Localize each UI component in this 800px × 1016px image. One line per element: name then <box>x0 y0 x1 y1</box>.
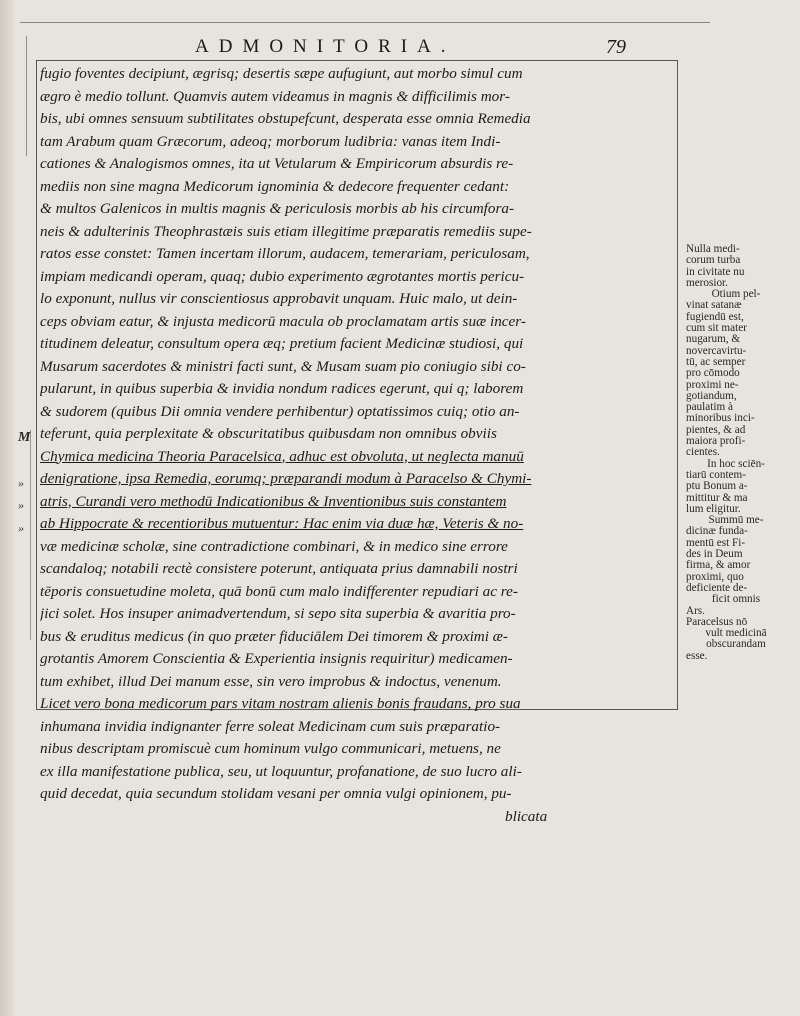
side-note-line: mittitur & ma <box>686 492 748 504</box>
side-note-line: Summū me- <box>708 515 764 527</box>
text-line: fugio foventes decipiunt, ægrisq; desertis sæpe aufugiunt, aut morbo simul cum <box>40 65 523 82</box>
margin-mark: » <box>18 498 24 512</box>
side-note-line: tū, ac semper <box>686 356 746 368</box>
text-line: Licet vero bona medicorum pars vitam nostram alienis bonis fraudans, pro sua <box>40 695 521 712</box>
side-note-line: lum eligitur. <box>686 503 741 515</box>
side-note-line: ficit omnis <box>711 594 761 606</box>
text-line: nibus descriptam promiscuè cum hominum vulgo communicari, metuens, ne <box>40 740 501 757</box>
binding-gutter <box>0 0 14 1016</box>
text-line: neis & adulterinis Theophrastæis suis etiam illegitime præparatis remediis supe- <box>40 222 532 240</box>
side-note-line: pro cōmodo <box>686 368 740 380</box>
side-note-line: Paracelsus nō <box>686 616 748 628</box>
text-line: grotantis Amorem Conscientia & Experientia insignis requiritur) medicamen- <box>40 650 513 667</box>
text-line: tam Arabum quam Græcorum, adeoq; morborum ludibria: vanas item Indi- <box>40 132 501 150</box>
text-line: teferunt, quia perplexitate & obscuritatibus quibusdam non omnibus obviis <box>40 425 497 442</box>
text-line: tum exhibet, illud Dei manum esse, sin vero improbus & indoctus, venenum. <box>40 672 502 690</box>
catchword: blicata <box>505 807 548 825</box>
text-line: ceps obviam eatur, & injusta medicorū macula ob proclamatam artis suæ incer- <box>40 312 526 330</box>
main-text-block <box>40 63 680 828</box>
side-note-line: deficiente de- <box>686 582 748 594</box>
text-line: impiam medicandi operam, quaq; dubio experimento ægrotantes mortis pericu- <box>40 267 525 285</box>
text-line: ratos esse constet: Tamen incertam illorum, audacem, temerariam, periculosam, <box>40 245 530 262</box>
side-note-line: cientes. <box>686 447 720 459</box>
side-note-line: Otium pel- <box>711 289 761 301</box>
side-note-line: cum sit mater <box>686 323 747 335</box>
side-note-line: proximi, quo <box>686 571 744 583</box>
marginal-notes <box>686 244 786 662</box>
text-line: inhumana invidia indignanter ferre soleat Medicinam cum suis præparatio- <box>40 717 501 735</box>
text-line: scandaloq; notabili rectè consistere poterunt, antiquata prius damnabili nostri <box>40 560 518 577</box>
side-note-line: fugiendū est, <box>686 311 744 323</box>
side-note-line: esse. <box>686 650 708 662</box>
side-note-line: merosior. <box>686 277 728 289</box>
side-note-line: dicinæ funda- <box>686 526 748 538</box>
side-note-line: in civitate nu <box>686 266 745 278</box>
side-note-line: paulatim à <box>686 402 733 414</box>
running-head: ADMONITORIA. <box>195 36 456 57</box>
text-line: tēporis consuetudine moleta, quā bonū cum malo indifferenter repudiari ac re- <box>40 582 518 600</box>
text-line: titudinem deleatur, consultum opera æq; pretium facient Medicinæ studiosi, qui <box>40 335 524 352</box>
margin-mark: M <box>18 430 31 445</box>
text-line: ægro è medio tollunt. Quamvis autem videamus in magnis & difficilimis mor- <box>40 87 510 105</box>
side-note-line: gotiandum, <box>686 390 737 402</box>
top-rule <box>20 22 710 23</box>
margin-mark: » <box>18 521 24 535</box>
side-note-line: minoribus inci- <box>686 413 755 425</box>
text-line-underlined: atris, Curandi vero methodū Indicationibus & Inventionibus suis constantem <box>40 492 507 510</box>
side-note-line: des in Deum <box>686 549 743 561</box>
text-line: quid decedat, quia secundum stolidam vesani per omnia vulgi opinionem, pu- <box>40 785 512 802</box>
page-number: 79 <box>606 36 626 58</box>
text-line: bus & eruditus medicus (in quo præter fiduciālem Dei timorem & proximi æ- <box>40 627 508 645</box>
side-note-line: In hoc sciēn- <box>707 458 765 470</box>
side-note-line: obscurandam <box>706 639 766 651</box>
text-line: pularunt, in quibus superbia & invidia nondum radices egerunt, qui q; laborem <box>40 380 524 397</box>
text-line-underlined: ab Hippocrate & recentioribus mutuentur: Hac enim via duæ hæ, Veteris & no- <box>40 515 524 532</box>
text-line: jici solet. Hos insuper animadvertendum, si sepo sita superbia & avaritia pro- <box>40 605 516 622</box>
text-line: cationes & Analogismos omnes, ita ut Vetularum & Empiricorum absurdis re- <box>40 155 514 172</box>
text-line: Musarum sacerdotes & ministri facti sunt, & Musam suam pio coniugio sibi co- <box>40 357 526 375</box>
text-line: mediis non sine magna Medicorum ignominia & dedecore frequenter cedant: <box>40 177 510 195</box>
ink-stroke <box>26 36 27 156</box>
side-note-line: maiora profi- <box>686 436 746 448</box>
margin-mark: » <box>18 476 24 490</box>
side-note-line: firma, & amor <box>686 560 751 572</box>
text-line-underlined: denigratione, ipsa Remedia, eorumq; præparandi modum à Paracelso & Chymi- <box>40 470 532 487</box>
text-line: & multos Galenicos in multis magnis & periculosis morbis ab his circumfora- <box>40 200 515 217</box>
side-note-line: proximi ne- <box>686 379 739 391</box>
side-note-line: pientes, & ad <box>686 424 746 436</box>
side-note-line: nugarum, & <box>686 334 741 346</box>
side-note-line: tiarū contem- <box>686 469 746 481</box>
side-note-line: vult medicinā <box>705 628 767 640</box>
text-line-underlined: Chymica medicina Theoria Paracelsica, adhuc est obvoluta, ut neglecta manuū <box>40 447 524 465</box>
text-line: ex illa manifestatione publica, seu, ut loquuntur, profanatione, de suo lucro ali- <box>40 762 522 780</box>
text-line: lo exponunt, nullus vir conscientiosus approbavit unquam. Huic malo, ut dein- <box>40 290 518 307</box>
text-line: & sudorem (quibus Dii omnia vendere perhibentur) optatissimos cuiq; otio an- <box>40 402 520 420</box>
text-line: bis, ubi omnes sensuum subtilitates obstupefcunt, desperata esse omnia Remedia <box>40 110 531 127</box>
side-note-line: ptu Bonum a- <box>686 481 748 493</box>
side-note-line: corum turba <box>686 255 741 267</box>
side-note-line: Ars. <box>686 605 705 617</box>
side-note-line: novercavirtu- <box>686 345 747 357</box>
text-line: væ medicinæ scholæ, sine contradictione combinari, & in medico sine errore <box>40 537 508 555</box>
side-note-line: Nulla medi- <box>686 244 740 255</box>
side-note-line: vinat satanæ <box>686 300 742 312</box>
side-note-line: mentū est Fi- <box>686 537 746 549</box>
ink-stroke <box>30 430 31 640</box>
